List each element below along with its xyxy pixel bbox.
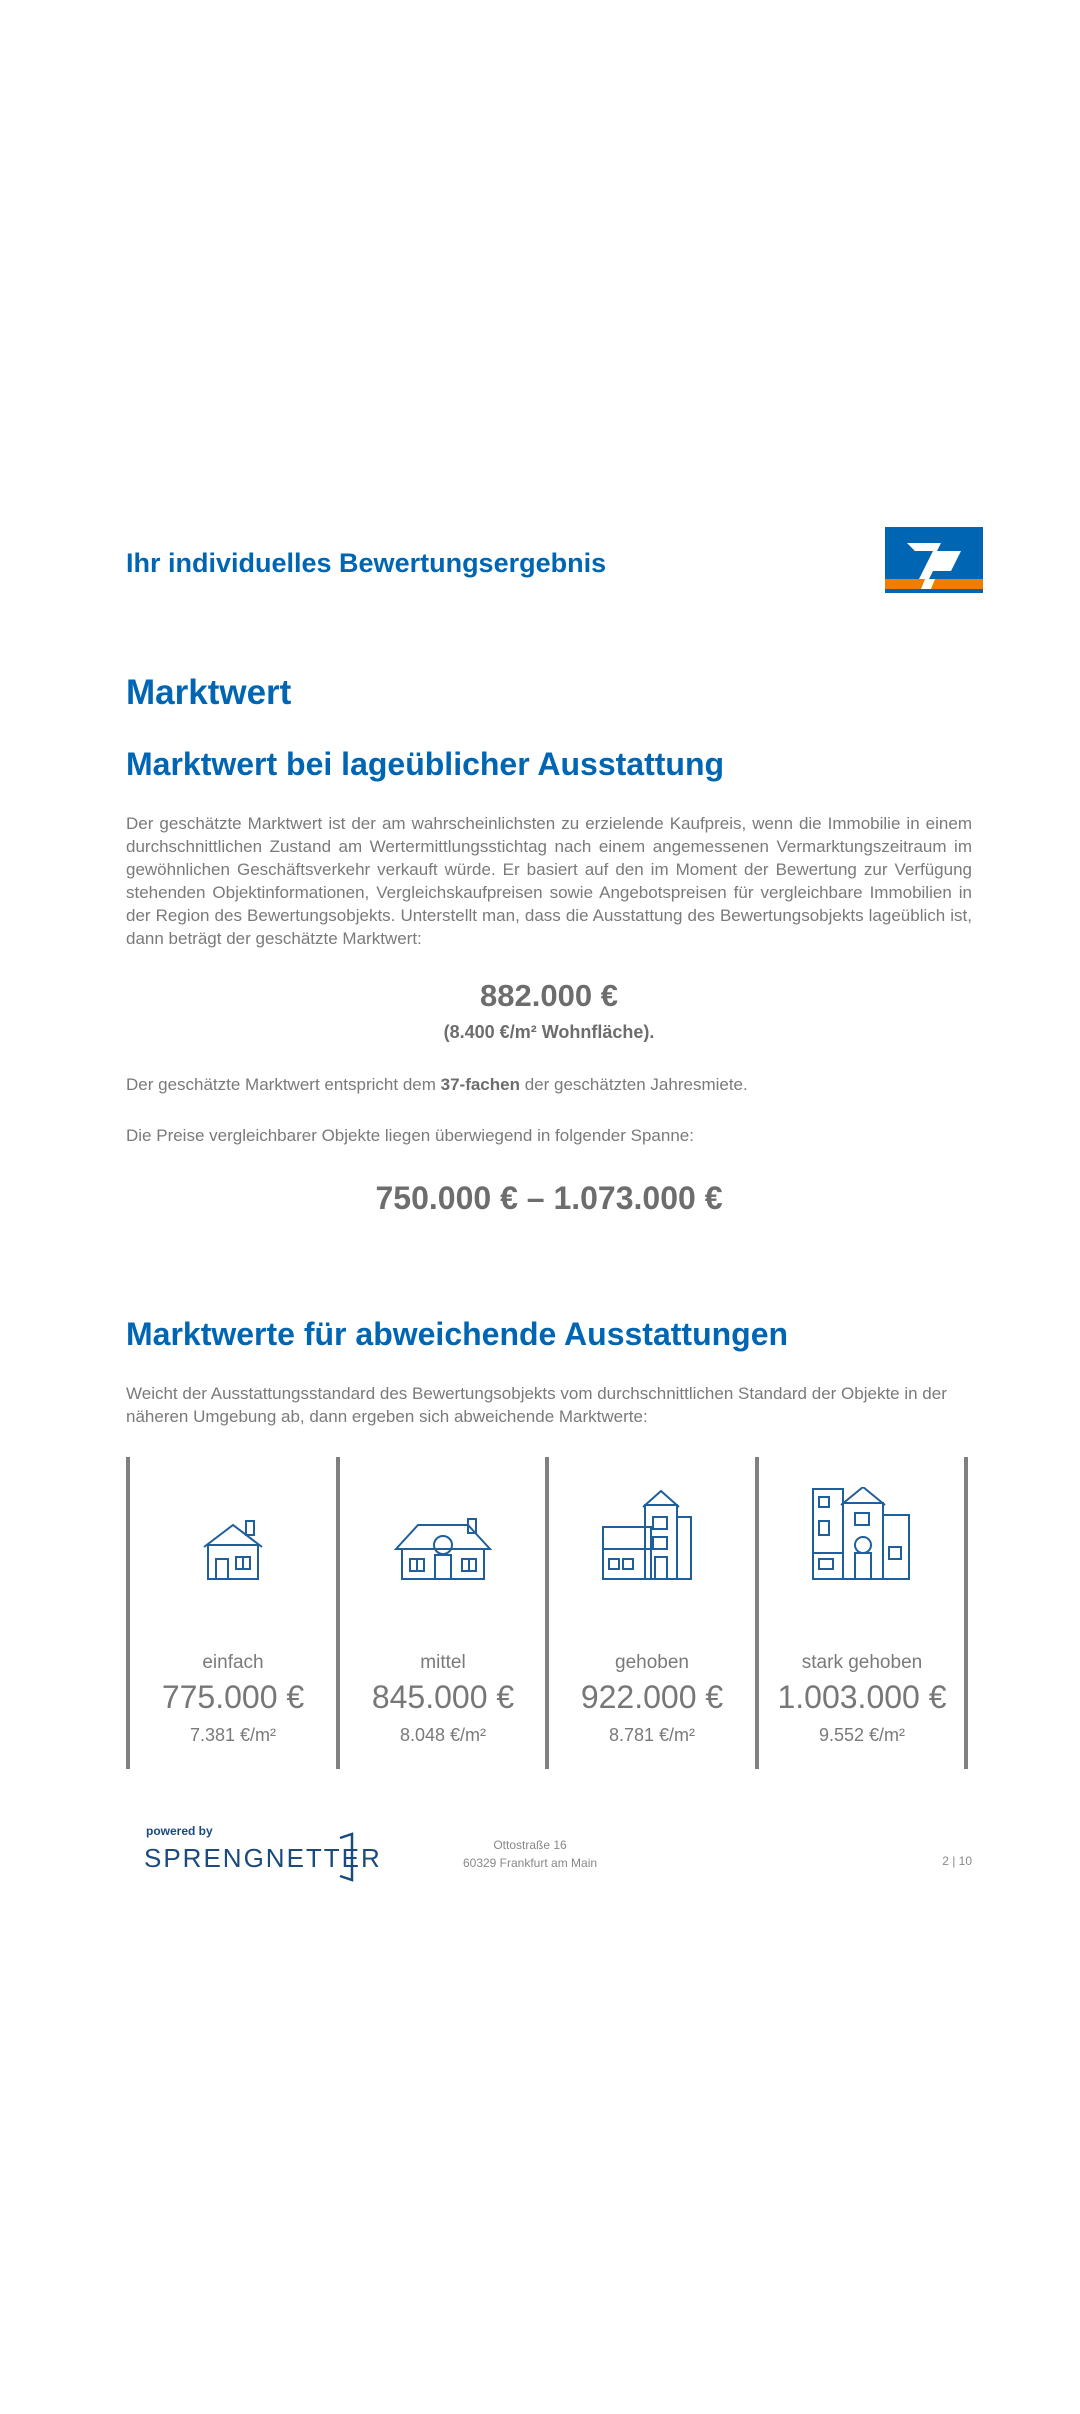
- level-card-mittel: [340, 1457, 546, 1769]
- level-card-gehoben: [549, 1457, 755, 1769]
- level-label: gehoben: [615, 1652, 689, 1673]
- address-line1: Ottostraße 16: [493, 1838, 567, 1852]
- rent-factor: 37-fachen: [440, 1075, 520, 1094]
- level-per-sqm: 8.048 €/m²: [399, 1725, 487, 1745]
- price-range-intro: Die Preise vergleichbarer Objekte liegen überwiegend in folgender Spanne:: [126, 1126, 694, 1145]
- alt-values-intro: Weicht der Ausstattungsstandard des Bewertungsobjekts vom durchschnittlichen Standard der Objekte in der näheren Umgebung ab, dann ergeben sich abweichende Marktwerte:: [126, 1384, 947, 1426]
- level-label: stark gehoben: [801, 1652, 923, 1673]
- rent-prefix: Der geschätzte Marktwert entspricht dem: [126, 1075, 441, 1094]
- level-price: 775.000 €: [161, 1679, 305, 1715]
- level-per-sqm: 8.781 €/m²: [608, 1725, 696, 1745]
- house-icon: [388, 1487, 498, 1597]
- market-value-intro: Der geschätzte Marktwert ist der am wahrscheinlichsten zu erzielende Kaufpreis, wenn die Immobilie in einem durchschnittlichen Zustand am Wertermittlungsstichtag nach einem angemessenen Vermarktungszeitraum im gewöhnlichen Geschäftsverkehr verkauft würde. Er basiert auf den im Moment der Bewertung zur Verfügung stehenden Objektinformationen, Vergleichskaufpreisen sowie Angebotspreisen für vergleichbare Immobilien in der Region des Bewertungsobjekts. Unterstellt man, dass die Ausstattung des Bewertungsobjekts lageüblich ist, dann beträgt der geschätzte Marktwert:: [126, 814, 972, 948]
- page-number: 2 | 10: [942, 1854, 972, 1868]
- market-value: 882.000 €: [480, 978, 618, 1013]
- powered-by-label: powered by: [146, 1824, 213, 1838]
- sprengnetter-logo: SPRENGNETTER: [144, 1843, 382, 1873]
- level-price: 1.003.000 €: [777, 1679, 947, 1715]
- rent-factor-line: [126, 1075, 748, 1095]
- bank-logo: [885, 527, 983, 593]
- logo-bracket-icon: [338, 1832, 362, 1882]
- small-house-icon: [178, 1487, 288, 1597]
- level-card-einfach: [130, 1457, 336, 1769]
- level-price: 845.000 €: [371, 1679, 515, 1715]
- level-per-sqm: 9.552 €/m²: [818, 1725, 906, 1745]
- market-value-per-sqm: (8.400 €/m² Wohnfläche).: [443, 1022, 655, 1042]
- header-title: Ihr individuelles Bewertungsergebnis: [126, 548, 607, 578]
- level-per-sqm: 7.381 €/m²: [189, 1725, 277, 1745]
- level-price: 922.000 €: [580, 1679, 724, 1715]
- section-subtitle-lageueblich: Marktwert bei lageüblicher Ausstattung: [126, 746, 725, 782]
- address-line2: 60329 Frankfurt am Main: [462, 1856, 598, 1870]
- townhouse-icon: [597, 1487, 707, 1597]
- section-title-abweichend: Marktwerte für abweichende Ausstattungen: [126, 1316, 789, 1352]
- address: [430, 1836, 630, 1872]
- price-range: 750.000 € – 1.073.000 €: [375, 1180, 723, 1216]
- level-card-stark-gehoben: [759, 1457, 965, 1769]
- rent-suffix: der geschätzten Jahresmiete.: [520, 1075, 748, 1094]
- villa-icon: [807, 1487, 917, 1597]
- level-label: mittel: [420, 1652, 466, 1673]
- level-label: einfach: [202, 1652, 264, 1673]
- section-title-marktwert: Marktwert: [126, 673, 292, 712]
